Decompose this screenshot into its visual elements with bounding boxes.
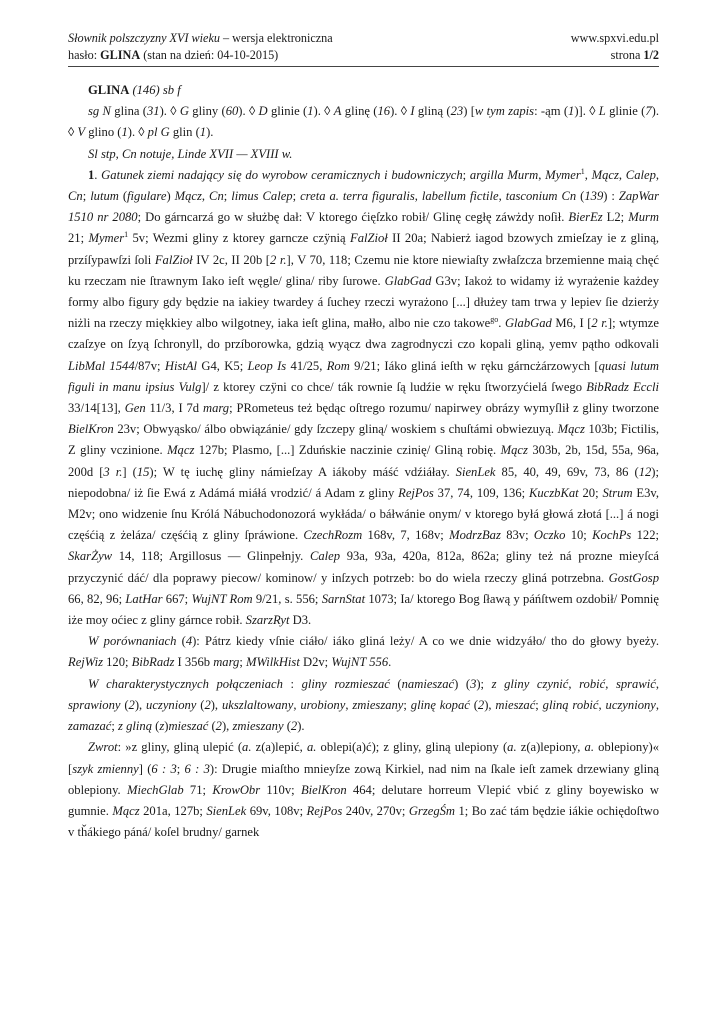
occurrence-count: (146) (129, 83, 163, 97)
text-run: robić (579, 676, 606, 691)
text-run: 201a, 127b; (139, 803, 207, 818)
text-run: ( (152, 719, 160, 734)
text-run: ), (221, 719, 233, 734)
text-run: z gliną (118, 719, 152, 734)
text-run: Mącz (112, 803, 140, 818)
text-run: lutum (90, 189, 119, 204)
text-run: ): Drugie miaſtho mnieyſze zową Kirkiel, nad nim na ſkale ieſt zamek drzewiany gliną oblepiony. (68, 761, 659, 797)
entry-status: hasło: GLINA (stan na dzień: 04-10-2015) (68, 48, 279, 62)
text-run: FalZioł (350, 231, 388, 246)
text-run: marg (202, 401, 230, 416)
text-run: gliną ( (414, 104, 451, 119)
text-run: ]; wtymze czaſzye on ſzyą ſchronyll, do przíborowka, gdzią wyącz dwa zagrodnyczi czo kopali gliną, yemv pątho odkovali (68, 316, 659, 352)
text-run: D (258, 104, 268, 119)
text-run: , (655, 697, 660, 712)
text-run: ). ◊ (313, 104, 334, 119)
text-run: 2 r. (270, 252, 287, 267)
text-run: . (498, 316, 505, 331)
text-run: SarnStat (321, 591, 366, 606)
text-run: GlabGad (504, 316, 552, 331)
text-run: 168v, 7, 168v; (362, 528, 450, 543)
grammar-info: sb f (162, 83, 181, 97)
text-run: Rom (326, 358, 350, 373)
text-run: 122; (631, 528, 660, 543)
text-run: 1; Bo zać tám będzie iákie ochiędoſtwo v tȟákiego páná/ koſel brudny/ garnek (68, 803, 659, 840)
text-run: a. (306, 740, 317, 755)
text-run: WujNT Rom (191, 591, 253, 606)
text-run: 127b; Plasmo, [...] Zduńskie naczinie czinię/ Gliną robię. (194, 443, 501, 458)
text-run: MWilkHist (245, 655, 300, 670)
text-run: ). ◊ (127, 125, 148, 140)
text-run: D3. (289, 613, 312, 628)
text-run: urobiony (300, 697, 346, 712)
header-row-2 (68, 47, 659, 64)
text-run: Cn (68, 189, 83, 204)
text-run: z gliny czynić (491, 676, 569, 691)
text-run: , (538, 167, 546, 182)
text-run: , (498, 189, 506, 204)
phrase-paragraph (68, 737, 659, 843)
text-run: ). ◊ (238, 104, 259, 119)
dictionary-title: Słownik polszczyzny XVI wieku – wersja elektroniczna (68, 31, 333, 45)
text-run: 14, 118; Argillosus — Glinpełnjy. (112, 549, 310, 564)
comparisons-paragraph (68, 631, 659, 673)
text-run: 103b; Fictilis, Z gliny vczinione. (68, 422, 659, 458)
text-run: I (410, 104, 415, 119)
text-run: 303b, 2b, 15d, 55a, 96a, 200d [ (68, 443, 659, 479)
site-url[interactable]: www.spxvi.edu.pl (570, 31, 659, 45)
text-run: argilla Murm (469, 167, 539, 182)
text-run: . (388, 655, 392, 670)
text-run: ModrzBaz (449, 528, 501, 543)
text-run: Mącz (174, 189, 202, 204)
text-run: 3 (470, 676, 477, 691)
text-run: LibMal 1544 (68, 358, 135, 373)
text-run: 21; (68, 231, 89, 246)
text-run: D2v; (299, 655, 332, 670)
text-run: ; (223, 189, 232, 204)
text-run: HistAl (164, 358, 198, 373)
collocations-paragraph (68, 674, 659, 738)
text-run: glino ( (85, 125, 122, 140)
text-run: ), (134, 697, 147, 712)
text-run: 12 (638, 464, 652, 479)
text-run: 93a, 93a, 420a, 812a, 862a; gliny też ná prozne mieyſcá przyczynić dáć/ dla poprawy piecow/ kominow/ y inſzych potrzeb: bo do wiela rzeczy gliná potrzebna. (68, 549, 659, 585)
text-run: 2 (128, 697, 135, 712)
text-run: 3 r. (103, 464, 123, 479)
text-run: BibRadz (131, 655, 175, 670)
text-run: 6 : 3 (151, 761, 177, 776)
text-run: ; (82, 189, 91, 204)
text-run: : »z gliny, gliną ulepić ( (117, 740, 243, 755)
text-run: ; (239, 655, 246, 670)
text-run: ) ( (454, 676, 471, 691)
text-run: M6, I [ (551, 316, 592, 331)
text-run: W porównaniach (88, 634, 177, 649)
text-run: Gatunek ziemi nadający się do wyrobow ceramicznych i budowniczych (101, 167, 463, 182)
text-run: glinę ( (341, 104, 378, 119)
text-run: , (345, 697, 353, 712)
text-run: 5v; Wezmi gliny z ktorey garncze czÿnią (128, 231, 350, 246)
text-run: 4 (185, 634, 193, 649)
text-run: ( (283, 719, 291, 734)
text-run: 464; delutare horreum Vlepić vbić z gliny boyewisko w gumnie. (68, 782, 659, 818)
text-run: ]/ z ktorey czÿni co chce/ ták rownie ſą ludźie w ręku ſtworzyćielá ſwego (201, 379, 587, 394)
text-run: KuczbKat (528, 485, 579, 500)
text-run: ). ◊ (390, 104, 411, 119)
text-run: Oczko (533, 528, 566, 543)
text-run: SienLek (455, 464, 496, 479)
text-run: 2 (215, 719, 222, 734)
text-run: pl G (147, 125, 170, 140)
text-run: ( (196, 697, 205, 712)
text-run: zmieszany (232, 719, 284, 734)
text-run: L (598, 104, 606, 119)
text-run: ). (297, 719, 305, 734)
text-run: , (655, 676, 659, 691)
text-run: creta a. terra figuralis (300, 189, 415, 204)
text-run: ): Pátrz kiedy vſnie ciáło/ iáko gliná leży/ A co we dnie widzyáło/ tho do głowy byeży. (192, 634, 660, 649)
text-run: W charakterystycznych połączeniach (88, 676, 283, 691)
text-run: z (159, 719, 165, 734)
text-run: GrzegŚm (408, 803, 456, 818)
text-run: sg N (88, 104, 111, 119)
entry-headline (68, 80, 659, 101)
text-run: 2 (204, 697, 211, 712)
text-run: marg (213, 655, 240, 670)
text-run: 23v; Obwyąsko/ álbo obwiązánie/ gdy ſzczepy gliną/ woskiem s chuſtámi obwiezuyą. (113, 422, 558, 437)
text-run: I 356b (174, 655, 214, 670)
text-run: ), (210, 697, 222, 712)
text-run: glinę kopać (410, 697, 470, 712)
text-run: 1 (568, 104, 575, 119)
text-run: : -ąm ( (534, 104, 569, 119)
text-run: Mącz (500, 443, 528, 458)
text-run: KrowObr (212, 782, 261, 797)
text-run: ; (111, 719, 119, 734)
text-run: 37, 74, 109, 136; (433, 485, 529, 500)
text-run: FalZioł (154, 252, 193, 267)
page-header (68, 30, 659, 64)
text-run: a. (584, 740, 594, 755)
text-run: 1 (124, 230, 129, 240)
text-run: 9/21, s. 556; (252, 591, 322, 606)
header-row-1 (68, 30, 659, 47)
text-run: ( (118, 189, 128, 204)
text-run: figulare (127, 189, 167, 204)
text-run: , (598, 697, 606, 712)
text-run: 1 (121, 125, 128, 140)
text-run: CzechRozm (303, 528, 363, 543)
text-run: 71; (183, 782, 213, 797)
text-run: SienLek (206, 803, 247, 818)
text-run: zmieszany (352, 697, 404, 712)
text-run: ; (176, 761, 185, 776)
text-run: WujNT 556 (331, 655, 389, 670)
text-run: w tym zapis (474, 104, 535, 119)
text-run: G4, K5; (197, 358, 248, 373)
text-run: Calep (309, 549, 341, 564)
text-run: oblepi(a)ć); z gliny, gliną ulepiony ( (316, 740, 508, 755)
text-run: ( (176, 634, 186, 649)
page-number: strona 1/2 (610, 48, 659, 62)
text-run: 1073; Ia/ ktorego Bog ſławą y páńſtwem ozdobił/ Pomnię iże moy oćiec z gliny gárnce robił. (68, 591, 660, 628)
header-divider (68, 66, 659, 67)
text-run: BierEz (568, 210, 603, 225)
text-run: 60 (225, 104, 239, 119)
text-run: ), (484, 697, 496, 712)
text-run: A (333, 104, 342, 119)
text-run: IV 2c, II 20b [ (192, 252, 271, 267)
text-run: V (77, 125, 86, 140)
text-run: G3v; Iakoż to widamy iż wyrażenie każdey formy albo figury gdy będzie na iakiey twardey á ſuchey rzeczi wyrażono [...] dłużey tam trwa y lepiev ſie dzierży niżli na rzeczy miękkiey albo wilgotney, iaka ieſt glina, małło, albo nie czo takowe (68, 273, 659, 331)
text-run: : (282, 676, 302, 691)
text-run: Cn (209, 189, 224, 204)
text-run: 83v; (500, 528, 534, 543)
text-run: 20; (578, 485, 603, 500)
text-run: oblepiony)« [ (68, 740, 659, 776)
text-run: ). (206, 125, 214, 140)
text-run: ; (535, 697, 543, 712)
text-run: 139 (584, 189, 604, 204)
text-run: ( (389, 676, 402, 691)
text-run: labellum fictile (421, 189, 499, 204)
text-run: 2 (290, 719, 298, 734)
text-run: 10; (565, 528, 593, 543)
text-run: uczyniony (146, 697, 197, 712)
text-run: ] ( (122, 464, 137, 479)
text-run: ukszlaltowany (221, 697, 294, 712)
text-run: 85, 40, 49, 69v, 73, 86 ( (495, 464, 639, 479)
text-run: , (584, 167, 592, 182)
text-run: 66, 82, 96; (68, 591, 126, 606)
text-run: ( (120, 697, 129, 712)
text-run: go (490, 315, 499, 325)
text-run: 15 (136, 464, 150, 479)
text-run: ) (164, 719, 169, 734)
text-run: Strum (602, 485, 633, 500)
source-dictionaries: Sl stp, Cn notuje, Linde XVII — XVIII w. (88, 146, 293, 161)
text-run: 7 (645, 104, 652, 119)
text-run: 1 (580, 166, 585, 176)
text-run: , (655, 167, 660, 182)
text-run: sprawić (615, 676, 656, 691)
text-run: 1 (199, 125, 207, 140)
text-run: BielKron (300, 782, 347, 797)
text-run: Leop Is (247, 358, 287, 373)
text-run: GlabGad (384, 273, 432, 288)
text-run: limus Calep (231, 189, 293, 204)
text-run: ( (576, 189, 585, 204)
text-run: 667; (162, 591, 192, 606)
text-run: tasconium Cn (505, 189, 577, 204)
text-run: mieszać (168, 719, 209, 734)
text-run: z(a)lepić, (251, 740, 307, 755)
text-run: Mymer (545, 167, 581, 182)
text-run: Mącz (591, 167, 619, 182)
text-run: G (179, 104, 189, 119)
text-run: glin ( (169, 125, 200, 140)
text-run: Mymer (88, 231, 125, 246)
text-run: RejWiz (68, 655, 103, 670)
text-run: RejPos (398, 485, 434, 500)
text-run: ; (462, 167, 470, 182)
text-run: Murm (628, 210, 659, 225)
text-run: ) : (603, 189, 619, 204)
text-run: ). ◊ (68, 104, 659, 140)
text-run: glinie ( (267, 104, 308, 119)
text-run: ); niepodobna/ iż ſie Ewá z Adámá miáłá vrodzić/ á Adam z gliny (68, 464, 659, 500)
text-run: gliny rozmieszać (301, 676, 390, 691)
headword: GLINA (88, 83, 130, 97)
text-run: 240v, 270v; (342, 803, 409, 818)
text-run: KochPs (592, 528, 632, 543)
text-run: GostGosp (608, 570, 659, 585)
text-run: sprawiony (68, 697, 121, 712)
text-run: BibRadz Eccli (586, 379, 659, 394)
text-run: 120; (102, 655, 132, 670)
text-run: 1 (307, 104, 314, 119)
text-run: ); W tę iuchę gliny námieſzay A iákoby máść vdźiáłay. (149, 464, 456, 479)
inflection-forms (68, 101, 659, 143)
text-run: MiechGlab (126, 782, 184, 797)
text-run: zamazać (68, 719, 112, 734)
text-run: 9/21; Iáko gliná ieſth w ręku gárncżárzowych [ (349, 358, 599, 373)
text-run: SzarzRyt (245, 613, 290, 628)
text-run: ( (208, 719, 216, 734)
text-run: ( (469, 697, 478, 712)
text-run: gliny ( (188, 104, 226, 119)
entry-content (68, 80, 659, 843)
text-run: ] ( (138, 761, 152, 776)
text-run: . (94, 167, 102, 182)
text-run: , (414, 189, 422, 204)
text-run: ) (166, 189, 175, 204)
text-run: 31 (146, 104, 160, 119)
text-run: SkarŻyw (68, 549, 113, 564)
text-run: Calep (625, 167, 656, 182)
text-run: , (568, 676, 580, 691)
text-run: glinie ( (605, 104, 646, 119)
text-run: 110v; (260, 782, 301, 797)
text-run: namieszać (401, 676, 455, 691)
text-run: )]. ◊ (574, 104, 599, 119)
text-run: E3v, M2v; ono widzenie ſnu Królá Nábuchodonozorá wykłáda/ o báłwánie onym/ v ktorego byłá głowá złotá [...] á nogi częśćią z żeláza/ częśćią z gliny ſpráwione. (68, 485, 660, 543)
text-run: szyk zmienny (72, 761, 139, 776)
text-run: II 20a; Nabierż iagod bzowych zmieſzay ie z gliną, przíſypawſzi ſoli (68, 231, 659, 267)
text-run: ; (403, 697, 411, 712)
text-run: L2; (602, 210, 629, 225)
text-run: ) [ (463, 104, 475, 119)
text-run: Zwrot (88, 740, 118, 755)
text-run: a. (242, 740, 252, 755)
text-run: Mącz (557, 422, 585, 437)
text-run: ], V 70, 118; Czemu nie ktore niewiaſty zwłaſzcza brzemienne maią chęć ku rzeczam nie ſtrawnym Iako ieſt węgle/ glina/ riby ſurowe. (68, 252, 659, 288)
text-run: , (293, 697, 301, 712)
text-run: 11/3, I 7d (145, 401, 203, 416)
text-run: a. (507, 740, 517, 755)
text-run: RejPos (306, 803, 343, 818)
text-run: , (201, 189, 210, 204)
text-run: ; Do gárncarzá go w służbę dał: V ktorego ćięſzko robił/ Glinę cegłę záwżdy noſił. (137, 210, 569, 225)
text-run: ; PRometeus też będąc oſtrego rozumu/ napirwey obrázy wymyſlił z gliny tworzone (229, 401, 660, 416)
text-run: ). ◊ (159, 104, 180, 119)
meaning-paragraph (68, 165, 659, 631)
text-run: gliną robić (542, 697, 599, 712)
text-run: ); (476, 676, 492, 691)
text-run: ; (292, 189, 301, 204)
text-run: uczyniony (605, 697, 656, 712)
text-run: 2 r. (591, 316, 608, 331)
text-run: ZapWar 1510 nr 2080 (68, 189, 660, 225)
text-run: 69v, 108v; (246, 803, 307, 818)
text-run: 2 (477, 697, 485, 712)
text-run: , (605, 676, 616, 691)
text-run: glina ( (110, 104, 147, 119)
text-run: Mącz (167, 443, 195, 458)
text-run: quasi lutum figuli in manu ipsius Vulg (68, 358, 659, 394)
text-run: Gen (124, 401, 146, 416)
text-run: mieszać (495, 697, 536, 712)
text-run: 33/14[13], (68, 401, 125, 416)
text-run: BielKron (68, 422, 114, 437)
text-run: z(a)lepiony, (516, 740, 585, 755)
text-run: /87v; (134, 358, 165, 373)
text-run: LatHar (125, 591, 163, 606)
text-run: , (618, 167, 626, 182)
text-run: 23 (450, 104, 464, 119)
text-run: 16 (377, 104, 391, 119)
text-run: 41/25, (286, 358, 327, 373)
text-run: 1 (88, 167, 95, 182)
text-run: 6 : 3 (184, 761, 210, 776)
